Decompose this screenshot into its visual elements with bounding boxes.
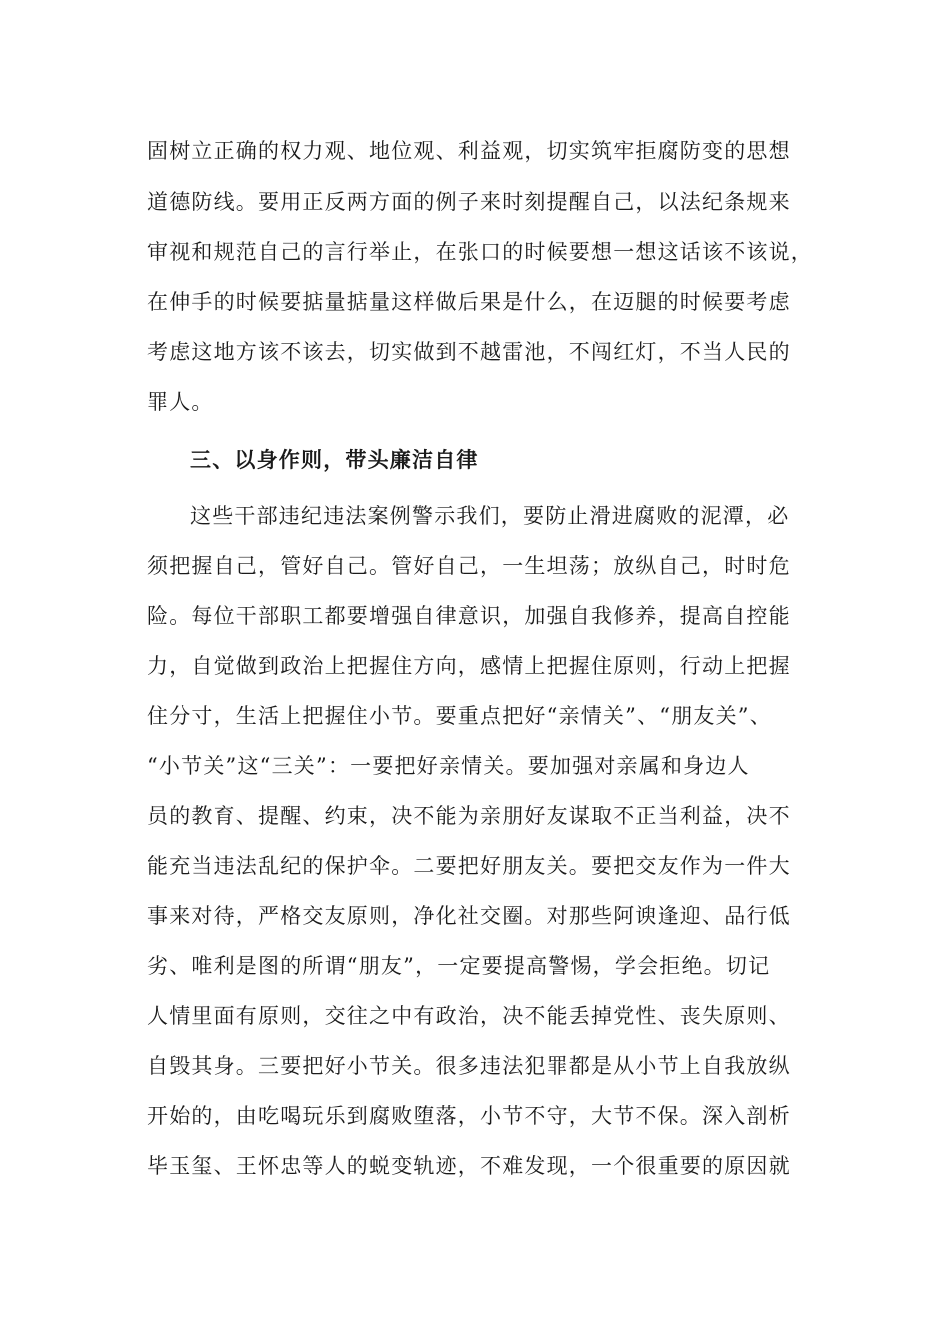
- paragraph-1-line-1: 固树立正确的权力观、地位观、利益观，切实筑牢拒腐防变的思想: [147, 139, 791, 163]
- paragraph-2-line-2: 须把握自己，管好自己。管好自己，一生坦荡；放纵自己，时时危: [147, 554, 791, 578]
- paragraph-2-line-1: 这些干部违纪违法案例警示我们，要防止滑进腐败的泥潭，必: [190, 504, 790, 528]
- paragraph-1-line-4: 在伸手的时候要掂量掂量这样做后果是什么，在迈腿的时候要考虑: [147, 290, 791, 314]
- paragraph-2-line-12: 自毁其身。三要把好小节关。很多违法犯罪都是从小节上自我放纵: [147, 1054, 791, 1078]
- paragraph-1-line-6: 罪人。: [147, 390, 214, 414]
- paragraph-2-line-11: 人情里面有原则，交往之中有政治，决不能丢掉党性、丧失原则、: [147, 1004, 791, 1028]
- paragraph-2-line-10: 劣、唯利是图的所谓“朋友”，一定要提高警惕，学会拒绝。切记: [147, 954, 771, 978]
- paragraph-1-line-2: 道德防线。要用正反两方面的例子来时刻提醒自己，以法纪条规来: [147, 190, 791, 214]
- section-heading: 三、以身作则，带头廉洁自律: [190, 447, 479, 472]
- paragraph-1-line-5: 考虑这地方该不该去，切实做到不越雷池，不闯红灯，不当人民的: [147, 340, 791, 364]
- paragraph-2-line-4: 力，自觉做到政治上把握住方向，感情上把握住原则，行动上把握: [147, 654, 791, 678]
- paragraph-2-line-14: 毕玉玺、王怀忠等人的蜕变轨迹，不难发现，一个很重要的原因就: [147, 1154, 791, 1178]
- paragraph-2-line-8: 能充当违法乱纪的保护伞。二要把好朋友关。要把交友作为一件大: [147, 854, 791, 878]
- paragraph-2-line-3: 险。每位干部职工都要增强自律意识，加强自我修养，提高自控能: [147, 604, 791, 628]
- paragraph-2-line-6: “小节关”这“三关”：一要把好亲情关。要加强对亲属和身边人: [147, 754, 750, 778]
- paragraph-2-line-13: 开始的，由吃喝玩乐到腐败堕落，小节不守，大节不保。深入剖析: [147, 1104, 791, 1128]
- paragraph-1-line-3: 审视和规范自己的言行举止，在张口的时候要想一想这话该不该说，: [147, 240, 813, 264]
- paragraph-2-line-5: 住分寸，生活上把握住小节。要重点把好“亲情关”、“朋友关”、: [147, 704, 772, 728]
- paragraph-2-line-9: 事来对待，严格交友原则，净化社交圈。对那些阿谀逢迎、品行低: [147, 904, 791, 928]
- paragraph-2-line-7: 员的教育、提醒、约束，决不能为亲朋好友谋取不正当利益，决不: [147, 804, 791, 828]
